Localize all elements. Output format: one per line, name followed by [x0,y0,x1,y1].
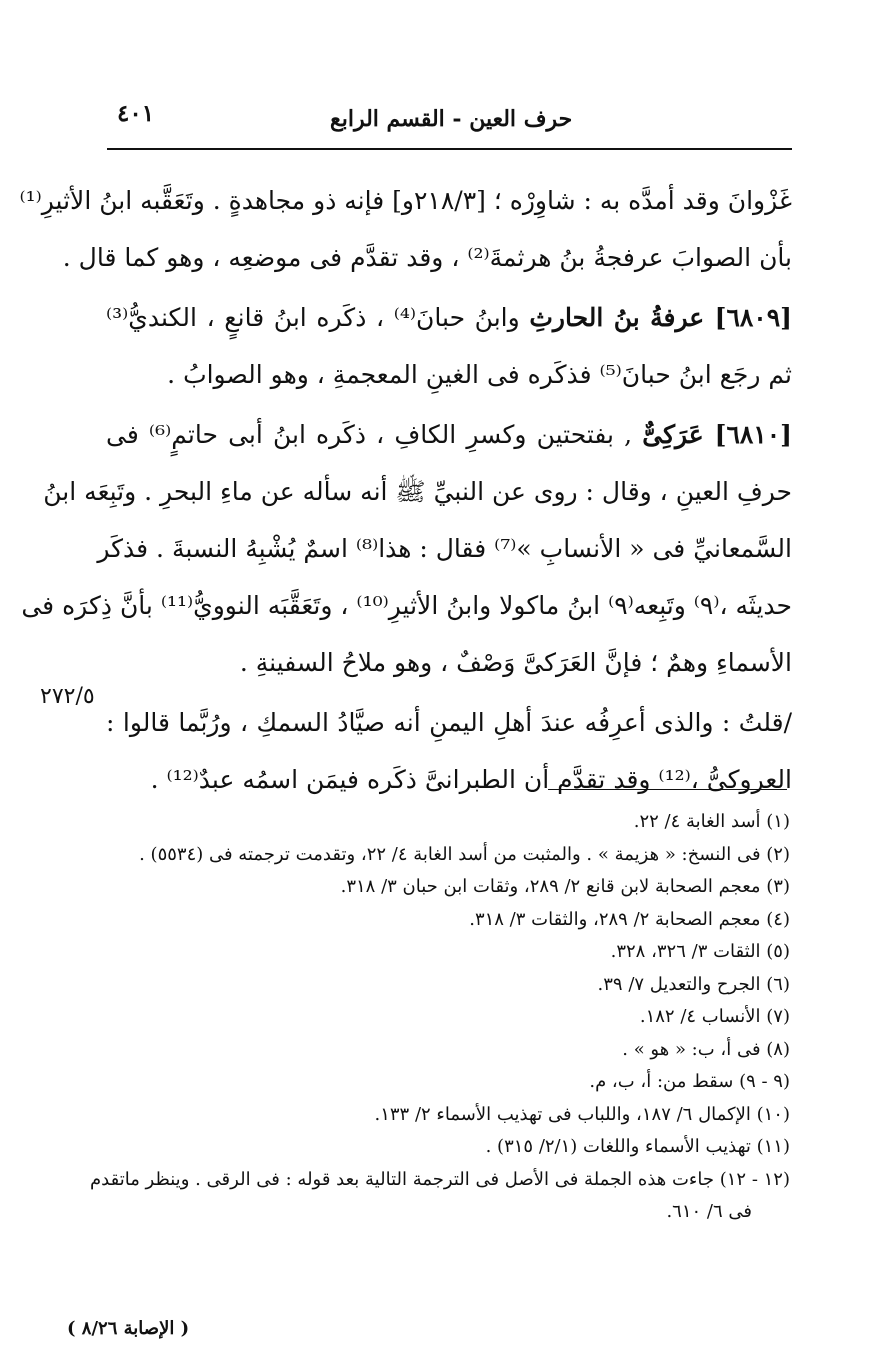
text-line-1: غَزْوانَ وقد أمدَّه به : شاوِرْه ؛ [٢١٨/٣و] فإنه ذو مجاهدةٍ . وتَعَقَّبه ابنُ الأثيرِ⁽¹⁾ [19,186,792,215]
entry-6809-title: [٦٨٠٩] عرفةُ بنُ الحارثِ [529,303,793,332]
text-line-7: السَّمعانيِّ فى « الأنسابِ »⁽⁷⁾ فقال : هذا⁽⁸⁾ اسمٌ يُشْبِهُ النسبةَ . فذكَر [97,534,792,563]
text-line-11: العروكىُّ ،⁽¹²⁾ وقد تقدَّم أن الطبرانىَّ ذكَره فيمَن اسمُه عبدٌ⁽¹²⁾ . [150,765,792,794]
footnote-rule [548,789,787,790]
footnote-9: (٩ - ٩) سقط من: أ، ب، م. [589,1071,790,1092]
text-line-6: حرفِ العينِ ، وقال : روى عن النبيِّ ﷺ أنه سأله عن ماءِ البحرِ . وتَبِعَه ابنُ [43,477,792,506]
footnotes [90,806,790,1229]
entry-6809-line [106,289,792,346]
footnote-10: (١٠) الإكمال ٦/ ١٨٧، واللباب فى تهذيب الأسماء ٢/ ١٣٣. [374,1103,790,1125]
text-line-4: ثم رجَع ابنُ حبانَ⁽⁵⁾ فذكَره فى الغينِ المعجمةِ ، وهو الصوابُ . [167,360,792,389]
footnote-5: (٥) الثقات ٣/ ٣٢٦، ٣٢٨. [610,941,790,962]
entry-6810-line [106,406,792,463]
running-head: حرف العين - القسم الرابع [330,106,573,132]
entry-6809-text: وابنُ حبانَ⁽⁴⁾ ، ذكَره ابنُ قانعٍ ، الكنديُّ⁽³⁾ [106,303,520,332]
footnote-6: (٦) الجرح والتعديل ٧/ ٣٩. [597,973,790,995]
footnote-3: (٣) معجم الصحابة لابن قانع ٢/ ٢٨٩، وثقات ابن حبان ٣/ ٣١٨. [340,876,790,897]
footnote-7: (٧) الأنساب ٤/ ١٨٢. [639,1006,790,1027]
footnote-12: (١٢ - ١٢) جاءت هذه الجملة فى الأصل فى الترجمة التالية بعد قوله : فى الرقى . وينظر ماتقدم [90,1168,790,1190]
entry-6810-text: , بفتحتين وكسرِ الكافِ ، ذكَره ابنُ أبى حاتمٍ⁽⁶⁾ فى [106,420,633,449]
page-number: ٤٠١ [117,100,155,127]
footnote-2: (٢) فى النسخ: « هزيمة » . والمثبت من أسد الغابة ٤/ ٢٢، وتقدمت ترجمته فى (٥٥٣٤) . [139,843,790,865]
header-rule [107,148,792,150]
entry-6810-title: [٦٨١٠] عَرَكِىٌّ [642,420,792,449]
footnote-11: (١١) تهذيب الأسماء واللغات (٢/١/ ٣١٥) . [485,1136,790,1157]
text-line-8: حديثَه ،⁽٩⁾ وتَبِعه⁽٩⁾ ابنُ ماكولا وابنُ الأثيرِ⁽¹⁰⁾ ، وتَعَقَّبَه النوويُّ⁽¹¹⁾ بأنَّ ذِكرَه فى [21,591,792,620]
margin-reference: ٢٧٢/٥ [40,684,95,709]
text-line-10: /قلتُ : والذى أعرِفُه عندَ أهلِ اليمنِ أنه صيَّادُ السمكِ ، ورُبَّما قالوا : [106,708,792,737]
text-line-9: الأسماءِ وهمٌ ؛ فإنَّ العَرَكىَّ وَصْفٌ ، وهو ملاحُ السفينةِ . [239,648,792,677]
footer-signature: ( الإصابة ٨/٢٦ ) [67,1318,190,1339]
text-line-2: بأن الصوابَ عرفجةُ بنُ هرثمةَ⁽²⁾ ، وقد تقدَّم فى موضعِه ، وهو كما قال . [62,243,792,272]
footnote-8: (٨) فى أ، ب: « هو » . [622,1038,790,1060]
footnote-12-continued: فى ٦/ ٦١٠. [666,1201,752,1222]
footnote-1: (١) أسد الغابة ٤/ ٢٢. [633,811,790,832]
footnote-4: (٤) معجم الصحابة ٢/ ٢٨٩، والثقات ٣/ ٣١٨. [469,908,790,930]
